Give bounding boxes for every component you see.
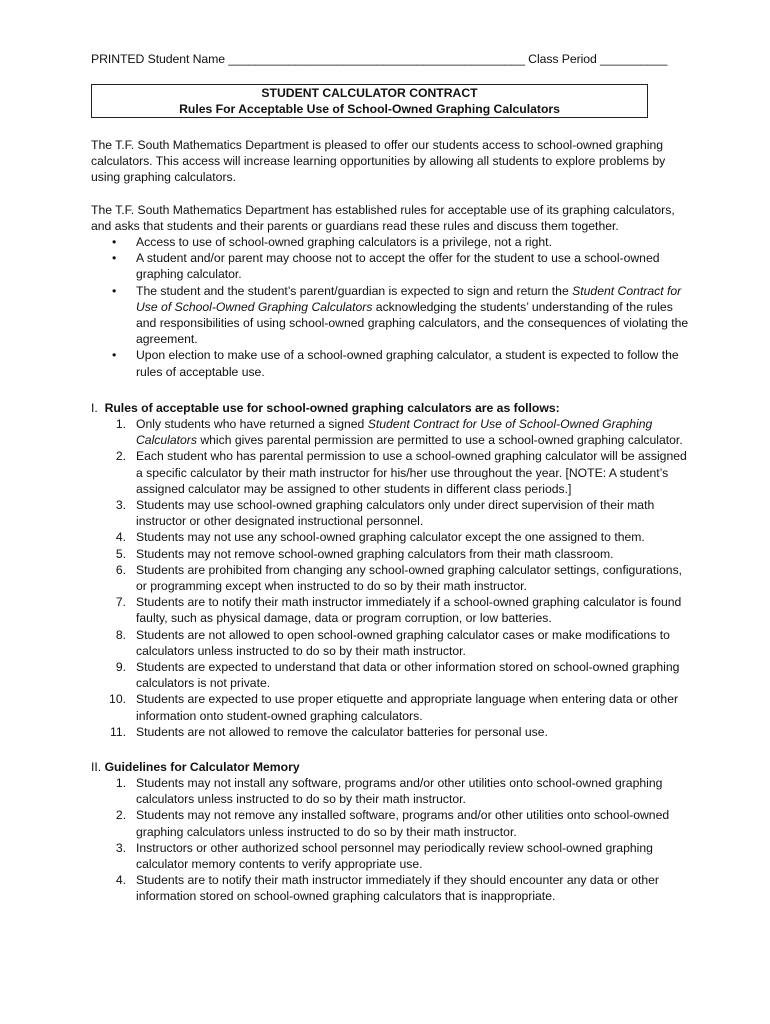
item-number: 2. (115, 449, 126, 464)
item-number: 9. (115, 660, 126, 675)
item-number: 1. (115, 776, 126, 790)
list-item (91, 529, 691, 545)
bullet-text: The student and the student’s parent/guardian is expected to sign and return the (136, 283, 573, 298)
bullet-item (91, 234, 691, 250)
bullet-text: acknowledging the students’ understanding of the rules and responsibilities of using school-owned graphing calculators, and the consequences of violating the agreement. (136, 299, 689, 347)
item-number: 10. (109, 692, 126, 707)
item-text: Students may not use any school-owned graphing calculator except the one assigned to them. (136, 530, 645, 545)
list-item (91, 448, 691, 497)
bullet-icon: • (112, 251, 117, 266)
intro-paragraph-2: The T.F. South Mathematics Department has established rules for acceptable use of its graphing calculators, and asks that students and their parents or guardians read these rules and discuss them together. (91, 203, 675, 234)
section-numeral: II. (91, 760, 102, 774)
bullet-icon: • (112, 348, 117, 363)
contract-title-italic: Student Contract for Use of School-Owned Graphing Calculators (136, 417, 653, 448)
list-item (91, 872, 691, 904)
section-1-heading (91, 400, 560, 416)
list-item (91, 416, 691, 448)
item-text: Students may not remove school-owned graphing calculators from their math classroom. (136, 546, 614, 561)
list-item (91, 840, 691, 872)
item-number: 2. (115, 808, 126, 823)
item-text: Students may not remove any installed software, programs and/or other utilities onto school-owned graphing calculators unless instructed to do so by their math instructor. (136, 808, 670, 839)
item-text: which gives parental permission are permitted to use a school-owned graphing calculator. (196, 433, 683, 448)
title-box (91, 84, 648, 118)
list-item (91, 807, 691, 839)
class-period-field[interactable]: Class Period __________ (528, 52, 668, 66)
section-1-rules-list (91, 416, 691, 740)
bullet-text: Access to use of school-owned graphing calculators is a privilege, not a right. (136, 235, 552, 249)
list-item (91, 497, 691, 529)
document-subtitle: Rules For Acceptable Use of School-Owned Graphing Calculators (179, 101, 560, 116)
bullet-text: Upon election to make use of a school-owned graphing calculator, a student is expected to follow the rules of acceptable use. (136, 348, 679, 379)
item-number: 3. (115, 498, 126, 513)
section-2-guidelines-list (91, 775, 691, 905)
section-title: Guidelines for Calculator Memory (104, 760, 300, 774)
bullet-icon: • (112, 283, 117, 298)
policy-bullet-list (91, 234, 691, 380)
section-2-heading (91, 759, 300, 775)
list-item (91, 724, 691, 740)
item-text: Students may use school-owned graphing calculators only under direct supervision of their math instructor or other designated instructional personnel. (136, 498, 655, 529)
item-number: 6. (115, 562, 126, 577)
item-text: Students are to notify their math instructor immediately if a school-owned graphing calculator is found faulty, such as physical damage, data or program corruption, or low batteries. (136, 595, 682, 626)
item-text: Students are prohibited from changing any school-owned graphing calculator settings, configurations, or programming except when instructed to do so by their math instructor. (136, 562, 683, 594)
item-text: Students are to notify their math instructor immediately if they should encounter any data or other information stored on school-owned graphing calculators that is inappropriate. (136, 873, 659, 904)
item-text: Students are not allowed to remove the calculator batteries for personal use. (136, 724, 548, 739)
item-number: 11. (109, 724, 126, 739)
item-text: Students may not install any software, programs and/or other utilities onto school-owned graphing calculators unless instructed to do so by their math instructor. (136, 776, 663, 807)
list-item (91, 594, 691, 626)
list-item (91, 562, 691, 594)
item-text: Instructors or other authorized school personnel may periodically review school-owned graphing calculator memory contents to verify appropriate use. (136, 840, 653, 872)
list-item (91, 627, 691, 659)
bullet-item (91, 283, 691, 348)
item-number: 3. (115, 840, 126, 855)
list-item (91, 691, 691, 723)
item-number: 4. (115, 873, 126, 888)
section-title: Rules of acceptable use for school-owned graphing calculators are as follows: (104, 401, 560, 415)
intro-paragraph-1: The T.F. South Mathematics Department is pleased to offer our students access to school-owned graphing calculators. This access will increase learning opportunities by allowing all students to explore problems by using graphing calculators. (91, 138, 666, 185)
student-name-field[interactable]: PRINTED Student Name ____________________________________________ (91, 52, 525, 66)
item-text: Students are not allowed to open school-owned graphing calculator cases or make modifications to calculators unless instructed to do so by their math instructor. (136, 627, 670, 658)
item-number: 1. (115, 417, 126, 431)
contract-title-italic: Student Contract for Use of School-Owned Graphing Calculators (136, 283, 682, 314)
item-number: 5. (115, 546, 126, 561)
list-item (91, 546, 691, 562)
student-info-line (91, 52, 691, 66)
bullet-icon: • (112, 235, 117, 249)
bullet-item (91, 250, 691, 282)
item-text: Students are expected to understand that data or other information stored on school-owned graphing calculators is not private. (136, 660, 680, 691)
item-text: Each student who has parental permission to use a school-owned graphing calculator will be assigned a specific calculator by their math instructor for his/her use throughout the year. [NOTE: A student’s assigned calculator may be assigned to other students in different class periods.] (136, 449, 687, 496)
section-numeral: I. (91, 401, 98, 415)
item-text: Students are expected to use proper etiquette and appropriate language when entering data or other information onto student-owned graphing calculators. (136, 692, 679, 723)
item-text: Only students who have returned a signed (136, 417, 368, 431)
bullet-item (91, 347, 691, 379)
list-item (91, 775, 691, 807)
document-title: STUDENT CALCULATOR CONTRACT (261, 86, 478, 100)
bullet-text: A student and/or parent may choose not to accept the offer for the student to use a school-owned graphing calculator. (136, 251, 660, 282)
item-number: 7. (115, 595, 126, 610)
item-number: 4. (115, 530, 126, 545)
item-number: 8. (115, 627, 126, 642)
list-item (91, 659, 691, 691)
